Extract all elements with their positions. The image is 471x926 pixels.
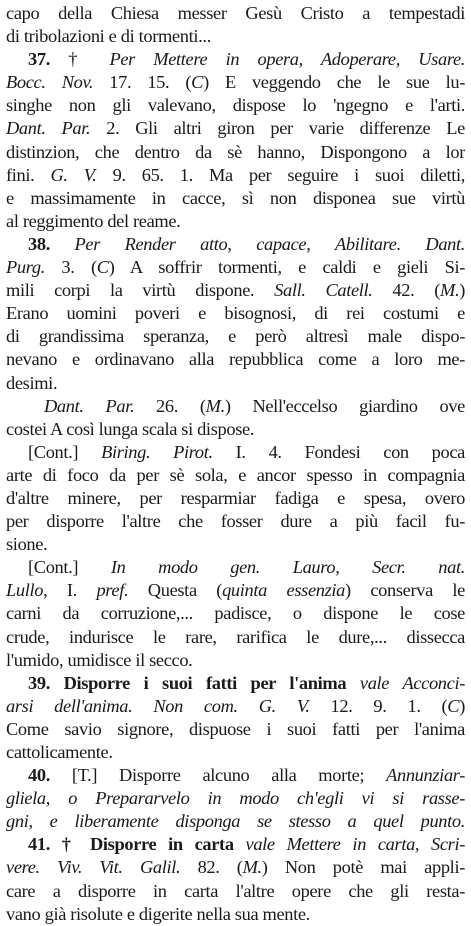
text-line: gliela, o Prepararvelo in modo ch'egli vi si rasse- — [6, 788, 465, 809]
text-line: Dant. Par. 2. Gli altri giron per varie differenze Le — [6, 118, 465, 139]
text-line: care a disporre in carta l'altre opere che gli resta- — [6, 880, 465, 901]
text-line: vano già risolute e digerite nella sua mente. — [6, 903, 310, 924]
sense-41-heading: 41. † Disporre in carta vale Mettere in carta, Scri- — [28, 834, 465, 855]
text-line: desimi. — [6, 372, 58, 393]
text-line: arsi dell'anima. Non com. G. V. 12. 9. 1. (C) — [6, 695, 465, 716]
text-line: Lullo, I. pref. Questa (quinta essenzia) conserva le — [6, 580, 465, 601]
text-line: sione. — [6, 534, 48, 555]
text-line: gni, e liberamente disponga se stesso a quel punto. — [6, 811, 465, 832]
text-line: arte di foco da per sè sola, e ancor spesso in compagnia — [6, 464, 465, 485]
sense-38-heading: 38. Per Render atto, capace, Abilitare. Dant. — [28, 233, 465, 254]
text-line: nevano e ordinavano alla repubblica come a loro me- — [6, 349, 465, 370]
text-line: al reggimento del reame. — [6, 210, 181, 231]
text-line: cattolicamente. — [6, 742, 113, 762]
text-line: costei A così lunga scala si dispose. — [6, 418, 255, 439]
text-line: vere. Viv. Vit. Galil. 82. (M.) Non potè mai appli- — [6, 857, 465, 878]
sense-37-heading: 37. † Per Mettere in opera, Adoperare, Usare. — [28, 49, 465, 70]
text-line: Erano uomini poveri e bisognosi, di rei costumi e — [6, 303, 465, 324]
text-line: di grandissima speranza, e però altresì male dispo- — [6, 326, 465, 347]
text-line: capo della Chiesa messer Gesù Cristo a tempestadi — [6, 3, 465, 23]
text-line: crude, indurisce le rare, rarifica le dure,... dissecca — [6, 626, 465, 647]
text-line: fini. G. V. 9. 65. 1. Ma per seguire i suoi diletti, — [6, 164, 465, 185]
text-line: e massimamente in cacce, sì non disponea sue virtù — [6, 187, 465, 208]
text-line: Come savio signore, dispuose i suoi fatti per l'anima — [6, 718, 465, 739]
text-line: singhe non gli valevano, dispose lo 'ngegno e l'arti. — [6, 95, 465, 116]
text-line: Bocc. Nov. 17. 15. (C) E veggendo che le sue lu- — [6, 72, 465, 93]
sense-40-heading: 40. [T.] Disporre alcuno alla morte; Annunziar- — [28, 765, 465, 786]
text-line: d'altre minere, per resparmiar fadiga e spesa, overo — [6, 487, 465, 508]
text-line: l'umido, umidisce il secco. — [6, 649, 193, 670]
text-line: di tribolazioni e di tormenti... — [6, 26, 211, 47]
text-line: Dant. Par. 26. (M.) Nell'eccelso giardino ove — [44, 395, 465, 416]
text-line: distinzion, che dentro da sè hanno, Dispongono a lor — [6, 141, 465, 162]
text-line: per disporre l'altre che fosser dure a più facil fu- — [6, 511, 465, 532]
text-line: [Cont.] In modo gen. Lauro, Secr. nat. — [28, 557, 465, 578]
text-line: Purg. 3. (C) A soffrir tormenti, e caldi e gieli Si- — [6, 257, 465, 278]
text-line: carni da corruzione,... padisce, o dispone le cose — [6, 603, 465, 624]
text-line: mili corpi la virtù dispone. Sall. Catell. 42. (M.) — [6, 280, 465, 301]
text-line: [Cont.] Biring. Pirot. I. 4. Fondesi con poca — [28, 441, 465, 462]
sense-39-heading: 39. Disporre i suoi fatti per l'anima vale Acconci- — [28, 672, 465, 693]
